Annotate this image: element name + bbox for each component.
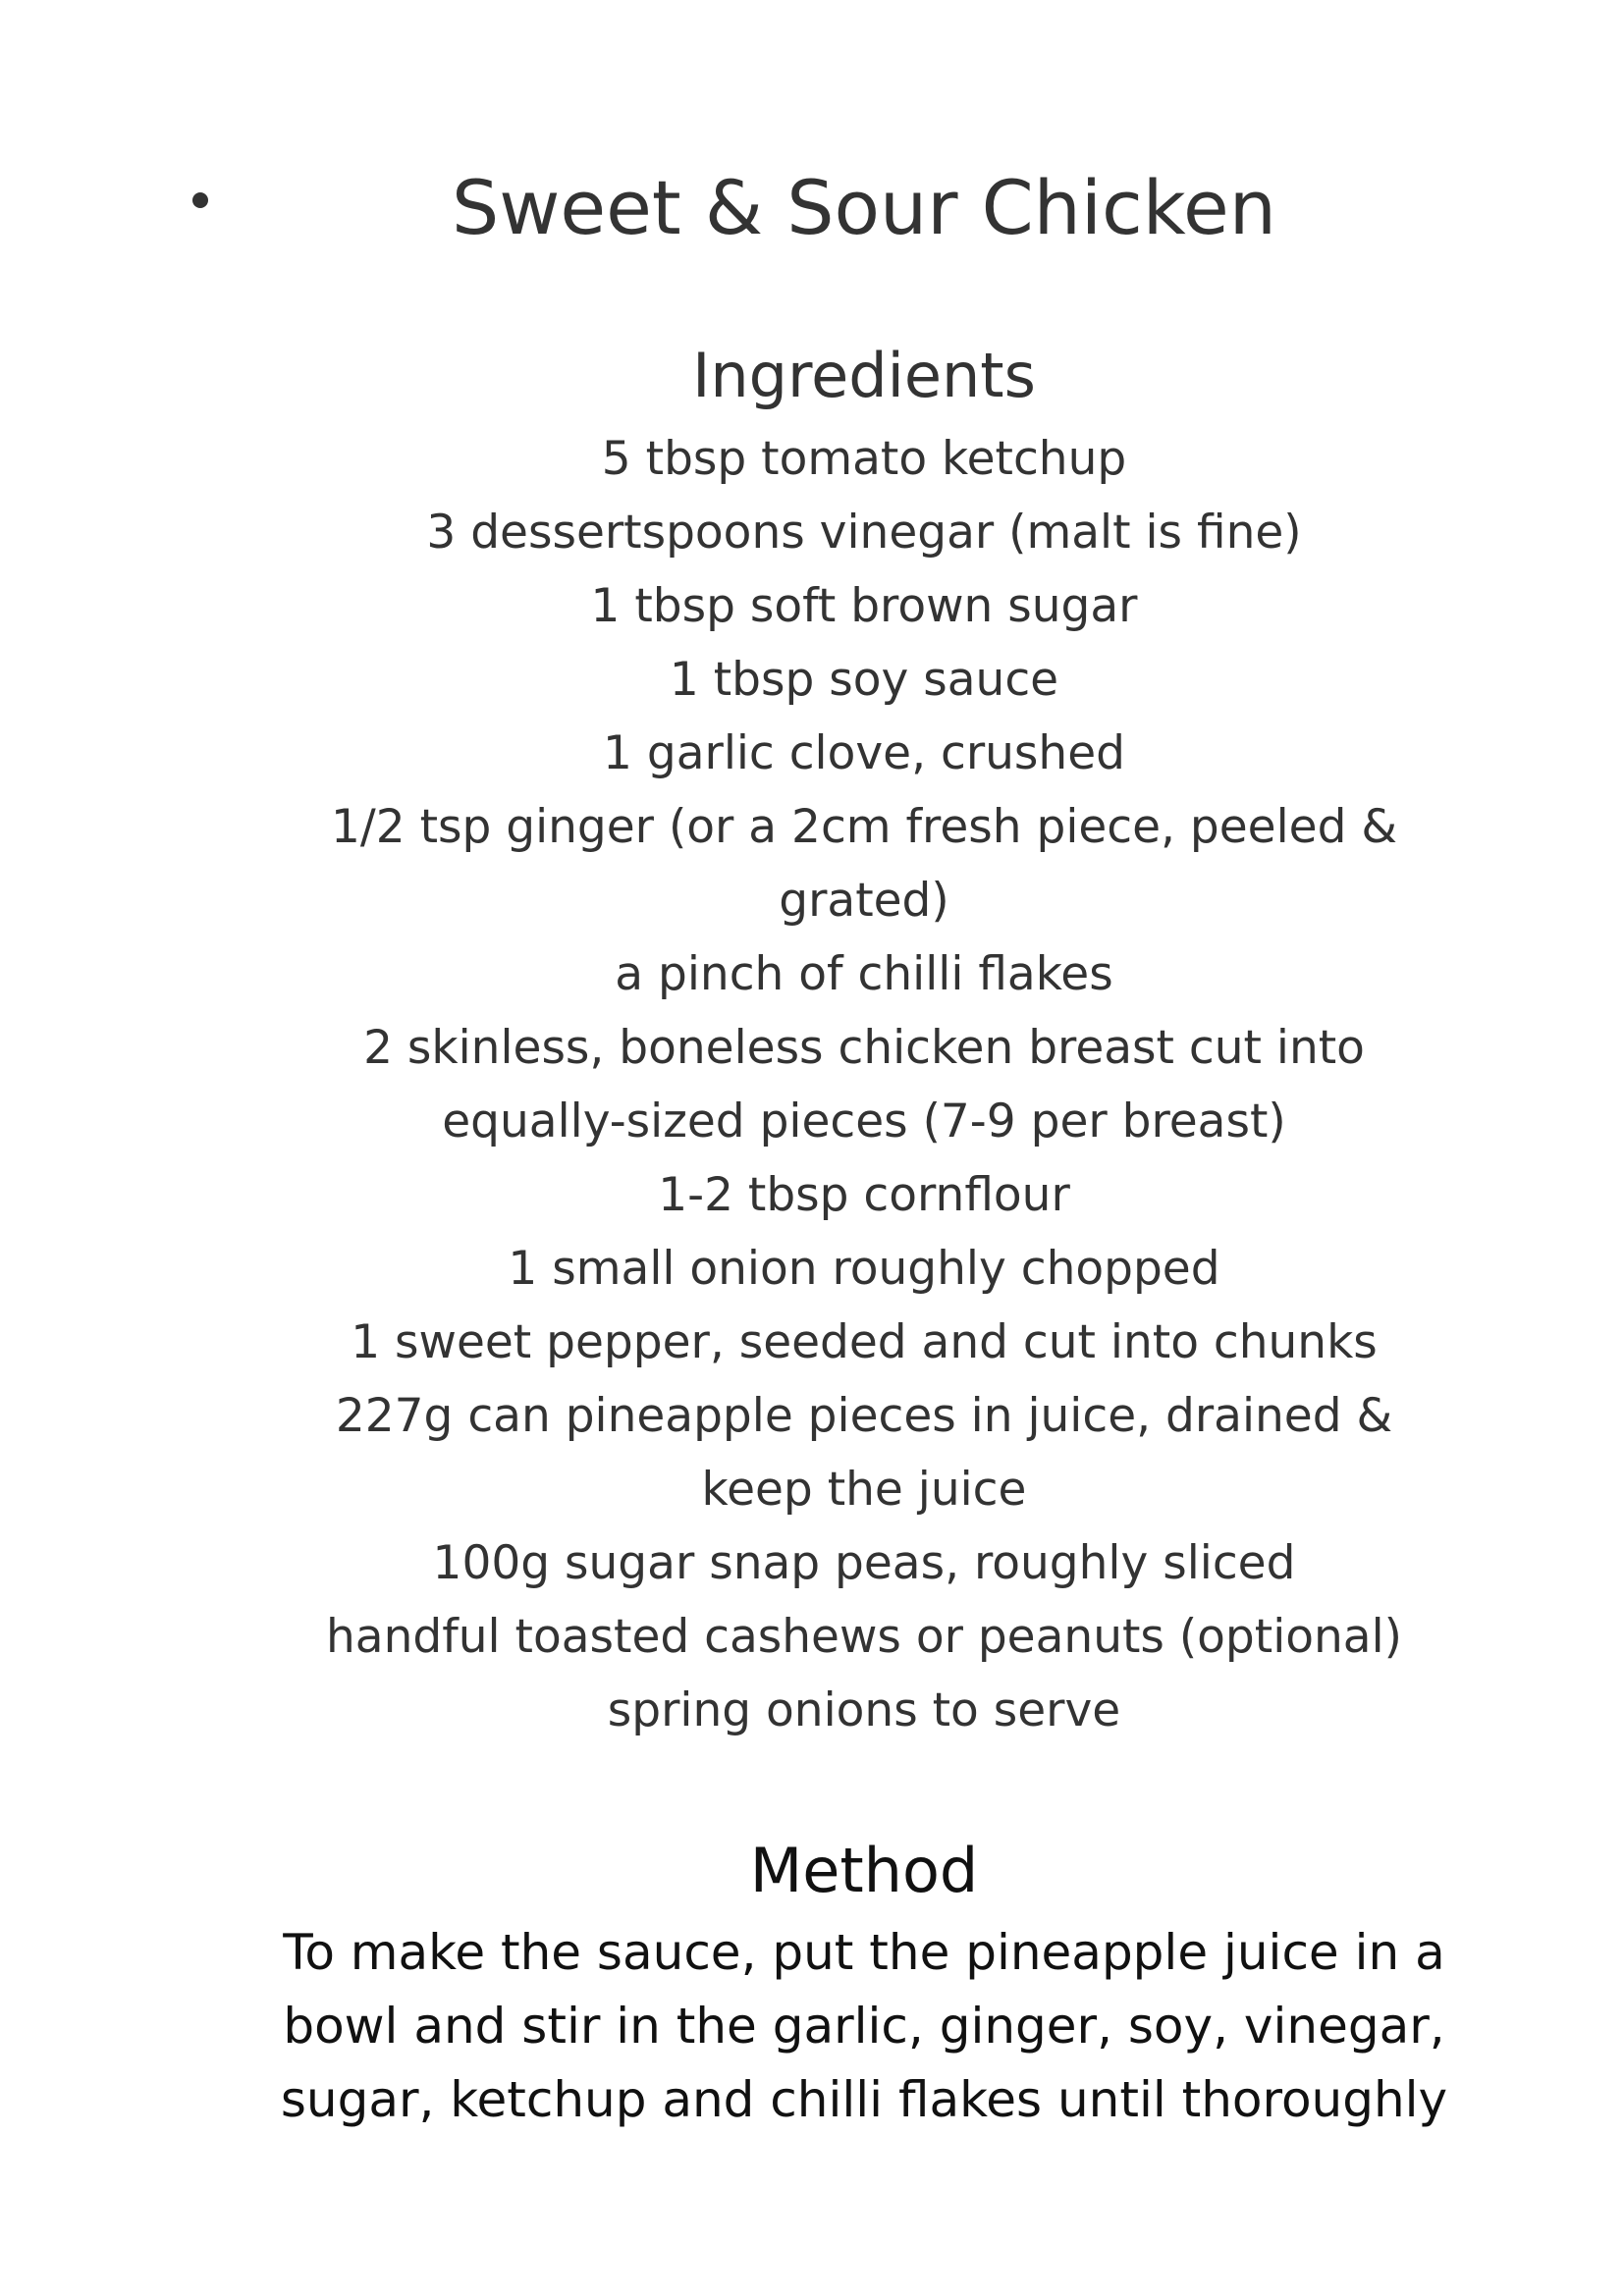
ingredients-list — [265, 422, 1463, 1747]
ingredient-line: 227g can pineapple pieces in juice, drained & — [335, 1389, 1393, 1443]
method-line: sugar, ketchup and chilli flakes until thoroughly — [280, 2071, 1448, 2128]
ingredients-heading: Ingredients — [692, 340, 1036, 411]
ingredient-line: equally-sized pieces (7-9 per breast) — [442, 1095, 1286, 1148]
ingredient-line: 3 dessertspoons vinegar (malt is fine) — [426, 506, 1302, 560]
ingredient-line: 1 tbsp soy sauce — [669, 653, 1059, 707]
ingredient-line: 1/2 tsp ginger (or a 2cm fresh piece, peeled & — [330, 800, 1397, 854]
recipe-title: Sweet & Sour Chicken — [452, 164, 1276, 251]
ingredient-line: 1-2 tbsp cornflour — [658, 1168, 1070, 1222]
method-line: bowl and stir in the garlic, ginger, soy, vinegar, — [283, 1998, 1445, 2055]
ingredient-line: handful toasted cashews or peanuts (optional) — [326, 1610, 1402, 1664]
list-bullet — [192, 192, 208, 208]
ingredient-line: a pinch of chilli flakes — [615, 947, 1113, 1001]
ingredient-line: 1 sweet pepper, seeded and cut into chunks — [351, 1315, 1378, 1369]
method-text — [265, 1916, 1463, 2137]
ingredient-line: keep the juice — [701, 1463, 1027, 1517]
method-line: To make the sauce, put the pineapple juice in a — [283, 1924, 1445, 1981]
ingredient-line: 2 skinless, boneless chicken breast cut into — [363, 1021, 1365, 1075]
ingredient-line: 1 tbsp soft brown sugar — [590, 579, 1138, 633]
ingredient-line: 5 tbsp tomato ketchup — [601, 432, 1127, 486]
ingredient-line: grated) — [779, 874, 949, 928]
ingredient-line: spring onions to serve — [607, 1683, 1121, 1737]
ingredient-line: 1 garlic clove, crushed — [603, 726, 1125, 780]
method-heading: Method — [749, 1835, 979, 1906]
ingredient-line: 100g sugar snap peas, roughly sliced — [432, 1536, 1296, 1590]
ingredient-line: 1 small onion roughly chopped — [508, 1242, 1220, 1296]
